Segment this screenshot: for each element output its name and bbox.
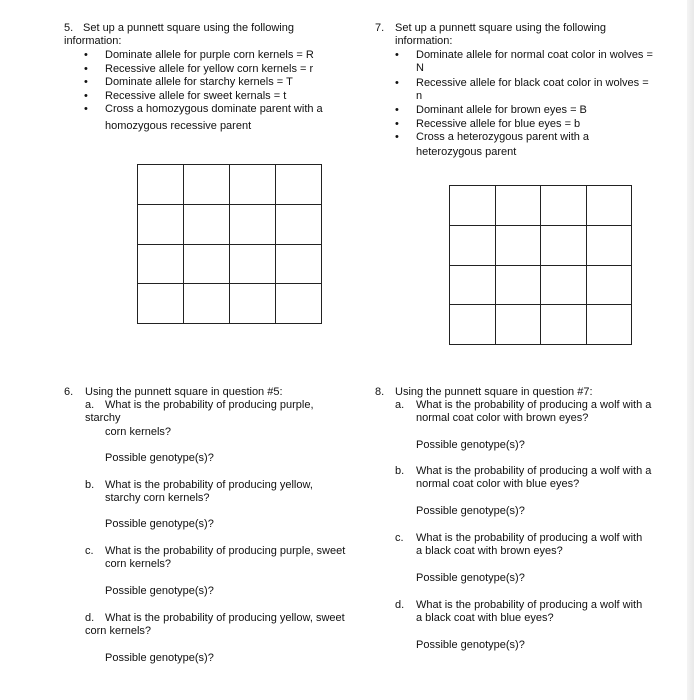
q7-punnett-square — [449, 185, 632, 345]
q6b-line2: starchy corn kernels? — [105, 492, 210, 504]
q6b-line1: What is the probability of producing yellow, — [105, 479, 313, 491]
q8a-genotype: Possible genotype(s)? — [416, 439, 525, 451]
q6a-line3: corn kernels? — [105, 426, 172, 438]
punnett-cell — [230, 165, 276, 205]
q7-bullet-2-cont: n — [416, 90, 423, 102]
q6b-letter: b. — [85, 479, 95, 491]
q5-bullet-list — [84, 49, 323, 117]
punnett-cell — [276, 245, 322, 285]
q7-number: 7. — [375, 22, 385, 34]
q7-bullet-list-3 — [395, 104, 589, 145]
q7-bullet-5: • Cross a heterozygous parent with a — [395, 131, 589, 145]
q7-title-line1: Set up a punnett square using the following — [395, 22, 606, 34]
q7-bullet-1-cont: N — [416, 62, 424, 74]
q8b-letter: b. — [395, 465, 405, 477]
q6b-genotype: Possible genotype(s)? — [105, 518, 214, 530]
q6-number: 6. — [64, 386, 74, 398]
punnett-cell — [230, 245, 276, 285]
q8-title: Using the punnett square in question #7: — [395, 386, 593, 398]
punnett-cell — [230, 205, 276, 245]
q8c-line1: What is the probability of producing a wolf with — [416, 532, 643, 544]
q5-number: 5. — [64, 22, 74, 34]
q7-bullet-5-cont: heterozygous parent — [416, 146, 517, 158]
q7-bullet-1: • Dominate allele for normal coat color in wolves = — [395, 49, 653, 63]
q8b-line2: normal coat color with blue eyes? — [416, 478, 580, 490]
punnett-cell — [230, 284, 276, 324]
q5-title-line1: Set up a punnett square using the following — [83, 22, 294, 34]
punnett-cell — [496, 305, 542, 345]
q8c-genotype: Possible genotype(s)? — [416, 572, 525, 584]
punnett-cell — [587, 186, 633, 226]
q8c-letter: c. — [395, 532, 404, 544]
q8a-letter: a. — [395, 399, 405, 411]
q5-bullet-3: • Dominate allele for starchy kernels = T — [84, 76, 323, 90]
q5-bullet-5-cont: homozygous recessive parent — [105, 120, 252, 132]
q7-title-line2: information: — [395, 35, 453, 47]
punnett-cell — [184, 165, 230, 205]
q6c-genotype: Possible genotype(s)? — [105, 585, 214, 597]
q6a-line2: starchy — [85, 412, 121, 424]
q7-bullet-list-2 — [395, 77, 649, 91]
page-edge-shadow — [687, 0, 694, 700]
punnett-cell — [184, 284, 230, 324]
q6c-letter: c. — [85, 545, 94, 557]
punnett-cell — [276, 205, 322, 245]
q8b-genotype: Possible genotype(s)? — [416, 505, 525, 517]
punnett-cell — [541, 226, 587, 266]
q8-number: 8. — [375, 386, 385, 398]
q7-bullet-4: • Recessive allele for blue eyes = b — [395, 118, 589, 132]
q5-title-line2: information: — [64, 35, 122, 47]
punnett-cell — [276, 165, 322, 205]
punnett-cell — [496, 266, 542, 306]
q6d-line2: corn kernels? — [85, 625, 152, 637]
punnett-cell — [184, 205, 230, 245]
q5-bullet-5: • Cross a homozygous dominate parent with a — [84, 103, 323, 117]
punnett-cell — [496, 226, 542, 266]
q6a-line1: What is the probability of producing purple, — [105, 399, 314, 411]
q6-title: Using the punnett square in question #5: — [85, 386, 283, 398]
punnett-cell — [587, 226, 633, 266]
q5-bullet-4: • Recessive allele for sweet kernals = t — [84, 90, 323, 104]
punnett-cell — [138, 284, 184, 324]
q8c-line2: a black coat with brown eyes? — [416, 545, 563, 557]
punnett-cell — [184, 245, 230, 285]
q8b-line1: What is the probability of producing a wolf with a — [416, 465, 652, 477]
punnett-cell — [138, 165, 184, 205]
q5-bullet-1: • Dominate allele for purple corn kernels = R — [84, 49, 323, 63]
punnett-cell — [450, 266, 496, 306]
punnett-cell — [496, 186, 542, 226]
q6a-genotype: Possible genotype(s)? — [105, 452, 214, 464]
punnett-cell — [450, 186, 496, 226]
q6a-letter: a. — [85, 399, 95, 411]
punnett-cell — [587, 305, 633, 345]
q7-bullet-3: • Dominant allele for brown eyes = B — [395, 104, 589, 118]
punnett-cell — [450, 305, 496, 345]
q7-bullet-list-1 — [395, 49, 653, 63]
punnett-cell — [541, 186, 587, 226]
q7-bullet-2: • Recessive allele for black coat color in wolves = — [395, 77, 649, 91]
q8a-line1: What is the probability of producing a wolf with a — [416, 399, 652, 411]
q6d-genotype: Possible genotype(s)? — [105, 652, 214, 664]
punnett-cell — [138, 245, 184, 285]
q8a-line2: normal coat color with brown eyes? — [416, 412, 589, 424]
punnett-cell — [587, 266, 633, 306]
q8d-genotype: Possible genotype(s)? — [416, 639, 525, 651]
punnett-cell — [138, 205, 184, 245]
q6c-line2: corn kernels? — [105, 558, 172, 570]
punnett-cell — [541, 305, 587, 345]
q6c-line1: What is the probability of producing purple, sweet — [105, 545, 346, 557]
punnett-cell — [276, 284, 322, 324]
q6d-letter: d. — [85, 612, 95, 624]
q5-punnett-square — [137, 164, 322, 324]
q8d-line1: What is the probability of producing a wolf with — [416, 599, 643, 611]
punnett-cell — [541, 266, 587, 306]
q8d-line2: a black coat with blue eyes? — [416, 612, 554, 624]
punnett-cell — [450, 226, 496, 266]
q6d-line1: What is the probability of producing yellow, sweet — [105, 612, 345, 624]
q5-bullet-2: • Recessive allele for yellow corn kernels = r — [84, 63, 323, 77]
q8d-letter: d. — [395, 599, 405, 611]
